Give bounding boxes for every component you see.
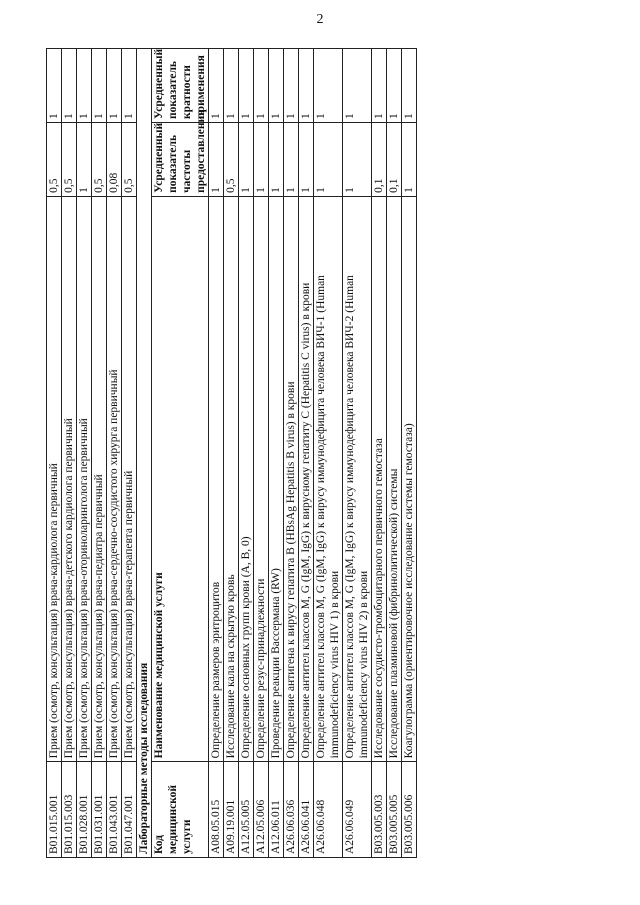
header-freq: Усредненный показатель частоты предоставления [152, 122, 209, 196]
page-number: 2 [316, 12, 324, 27]
cell-name: Определение антигена к вирусу гепатита B (HBsAg Hepatitis B virus) в крови [284, 196, 299, 761]
table-row [372, 49, 387, 858]
cell-name: Прием (осмотр, консультация) врача-педиатра первичный [92, 196, 107, 761]
header-row [152, 49, 209, 858]
cell-code: B01.047.001 [122, 762, 137, 858]
cell-name: Определение размеров эритроцитов [209, 196, 224, 761]
cell-freq: 1 [343, 122, 372, 196]
lab-rows [209, 49, 417, 858]
table-row [122, 49, 137, 858]
cell-mult: 1 [224, 49, 239, 123]
cell-freq: 0,1 [387, 122, 402, 196]
table-row [209, 49, 224, 858]
cell-mult: 1 [269, 49, 284, 123]
cell-code: B01.015.003 [62, 762, 77, 858]
cell-mult: 1 [122, 49, 137, 123]
cell-code: A12.05.006 [254, 762, 269, 858]
header-code: Код медицинской услуги [152, 762, 209, 858]
cell-code: A26.06.036 [284, 762, 299, 858]
cell-freq: 1 [284, 122, 299, 196]
cell-mult: 1 [314, 49, 343, 123]
cell-name: Определение антител классов M, G (IgM, IgG) к вирусному гепатиту C (Hepatitis C virus) в крови [299, 196, 314, 761]
cell-mult: 1 [254, 49, 269, 123]
cell-mult: 1 [239, 49, 254, 123]
cell-freq: 1 [77, 122, 92, 196]
cell-mult: 1 [372, 49, 387, 123]
cell-mult: 1 [402, 49, 417, 123]
cell-mult: 1 [77, 49, 92, 123]
cell-code: B01.043.001 [107, 762, 122, 858]
cell-name: Исследование плазминовой (фибринолитической) системы [387, 196, 402, 761]
cell-freq: 1 [209, 122, 224, 196]
table-row [224, 49, 239, 858]
cell-code: A26.06.049 [343, 762, 372, 858]
table-row [254, 49, 269, 858]
table-row [269, 49, 284, 858]
cell-freq: 0,1 [372, 122, 387, 196]
header-name: Наименование медицинской услуги [152, 196, 209, 761]
cell-code: B03.005.006 [402, 762, 417, 858]
cell-mult: 1 [92, 49, 107, 123]
cell-freq: 0,5 [62, 122, 77, 196]
cell-name: Определение основных групп крови (A, B, 0) [239, 196, 254, 761]
cell-name: Прием (осмотр, консультация) врача-сердечно-сосудистого хирурга первичный [107, 196, 122, 761]
table-row [77, 49, 92, 858]
cell-freq: 1 [269, 122, 284, 196]
table-row [62, 49, 77, 858]
cell-code: A26.06.041 [299, 762, 314, 858]
cell-freq: 0,5 [47, 122, 62, 196]
cell-mult: 1 [107, 49, 122, 123]
cell-name: Определение антител классов M, G (IgM, IgG) к вирусу иммунодефицита человека ВИЧ-2 (Human immunodeficiency virus HIV 2) в крови [343, 196, 372, 761]
table-row [284, 49, 299, 858]
table-row [92, 49, 107, 858]
cell-mult: 1 [343, 49, 372, 123]
cell-code: B01.031.001 [92, 762, 107, 858]
cell-code: A26.06.048 [314, 762, 343, 858]
cell-code: B01.015.001 [47, 762, 62, 858]
top-rows [47, 49, 137, 858]
table-row [239, 49, 254, 858]
rotated-table-container [46, 48, 606, 858]
services-table [46, 48, 417, 858]
cell-code: A09.19.001 [224, 762, 239, 858]
cell-name: Прием (осмотр, консультация) врача-терапевта первичный [122, 196, 137, 761]
table-row [47, 49, 62, 858]
cell-freq: 1 [402, 122, 417, 196]
cell-mult: 1 [47, 49, 62, 123]
cell-mult: 1 [299, 49, 314, 123]
cell-name: Определение резус-принадлежности [254, 196, 269, 761]
cell-freq: 0,08 [107, 122, 122, 196]
section-title: Лабораторные методы исследования [137, 49, 152, 858]
table-row [387, 49, 402, 858]
cell-code: B03.005.005 [387, 762, 402, 858]
table-row [107, 49, 122, 858]
table-row [343, 49, 372, 858]
table-row [402, 49, 417, 858]
header-mult: Усредненный показатель кратности применения [152, 49, 209, 123]
cell-freq: 1 [314, 122, 343, 196]
cell-freq: 0,5 [92, 122, 107, 196]
cell-freq: 1 [254, 122, 269, 196]
cell-code: A12.05.005 [239, 762, 254, 858]
cell-name: Исследование сосудисто-тромбоцитарного первичного гемостаза [372, 196, 387, 761]
cell-code: B03.005.003 [372, 762, 387, 858]
cell-code: A08.05.015 [209, 762, 224, 858]
cell-freq: 0,5 [224, 122, 239, 196]
section-row [137, 49, 152, 858]
section-block [137, 49, 209, 858]
cell-freq: 0,5 [122, 122, 137, 196]
cell-freq: 1 [299, 122, 314, 196]
cell-name: Прием (осмотр, консультация) врача-оториноларинголога первичный [77, 196, 92, 761]
cell-name: Прием (осмотр, консультация) врача-детского кардиолога первичный [62, 196, 77, 761]
cell-mult: 1 [62, 49, 77, 123]
table-row [299, 49, 314, 858]
cell-name: Исследование кала на скрытую кровь [224, 196, 239, 761]
cell-code: A12.06.011 [269, 762, 284, 858]
cell-name: Определение антител классов M, G (IgM, IgG) к вирусу иммунодефицита человека ВИЧ-1 (Human immunodeficiency virus HIV 1) в крови [314, 196, 343, 761]
cell-name: Прием (осмотр, консультация) врача-кардиолога первичный [47, 196, 62, 761]
cell-code: B01.028.001 [77, 762, 92, 858]
cell-freq: 1 [239, 122, 254, 196]
cell-mult: 1 [209, 49, 224, 123]
table-row [314, 49, 343, 858]
cell-name: Проведение реакции Вассермана (RW) [269, 196, 284, 761]
cell-mult: 1 [284, 49, 299, 123]
cell-mult: 1 [387, 49, 402, 123]
cell-name: Коагулограмма (ориентировочное исследование системы гемостаза) [402, 196, 417, 761]
